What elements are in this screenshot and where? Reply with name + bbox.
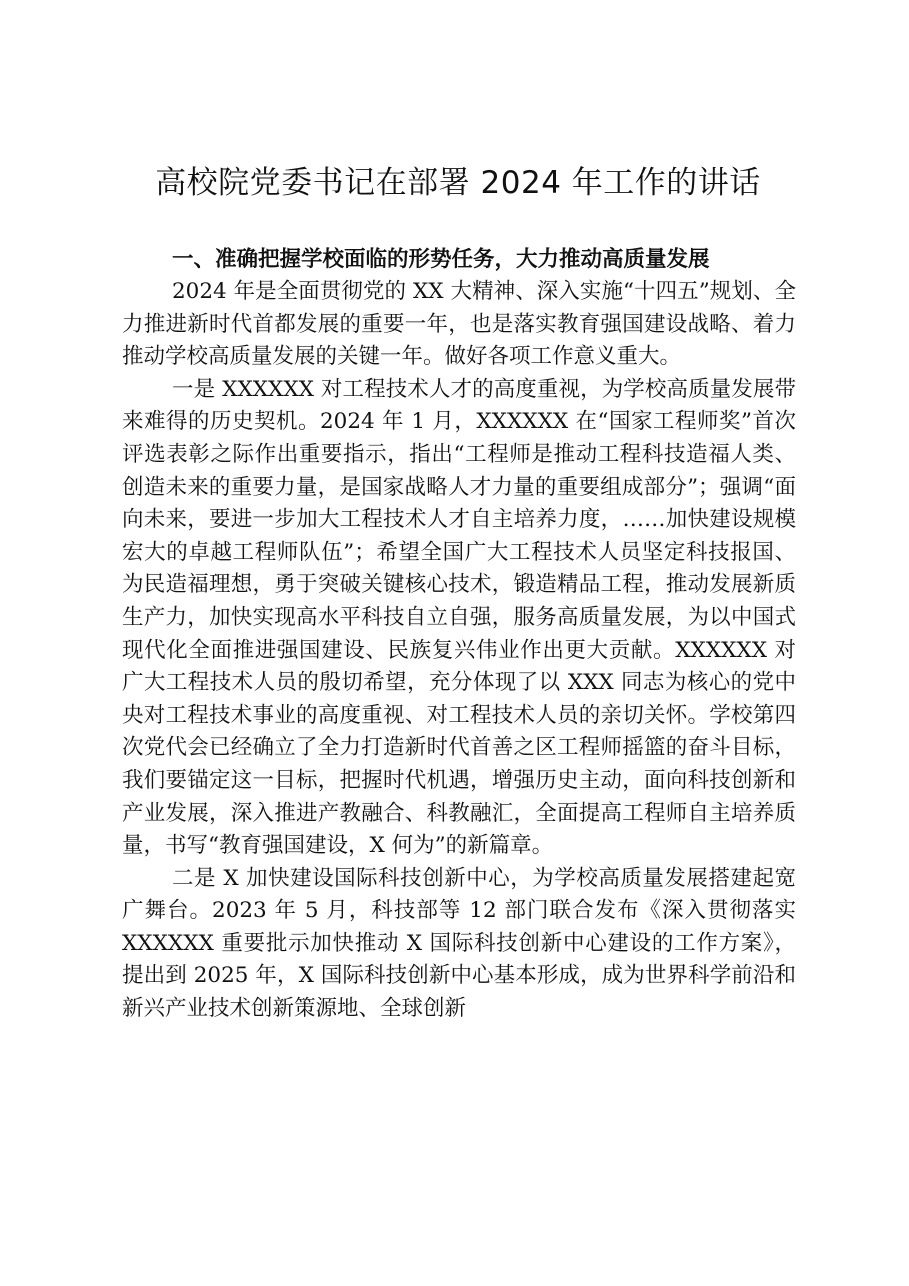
paragraph-intro: 2024 年是全面贯彻党的 XX 大精神、深入实施“十四五”规划、全力推进新时代首都发展的重要一年，也是落实教育强国建设战略、着力推动学校高质量发展的关键一年。做好各项工作意义重大。 <box>122 279 796 370</box>
paragraph-point-two: 二是 X 加快建设国际科技创新中心，为学校高质量发展搭建起宽广舞台。2023 年 5 月，科技部等 12 部门联合发布《深入贯彻落实 XXXXXX 重要批示加快推动 X 国际科技创新中心建设的工作方案》，提出到 2025 年，X 国际科技创新中心基本形成，成为世界科学前沿和新兴产业技术创新策源地、全球创新 <box>122 865 796 1022</box>
document-body <box>122 160 796 1026</box>
paragraph-point-one: 一是 XXXXXX 对工程技术人才的高度重视，为学校高质量发展带来难得的历史契机。2024 年 1 月，XXXXXX 在“国家工程师奖”首次评选表彰之际作出重要指示，指出“工程师是推动工程科技造福人类、创造未来的重要力量，是国家战略人才力量的重要组成部分”；强调“面向未来，要进一步加大工程技术人才自主培养力度，……加快建设规模宏大的卓越工程师队伍”；希望全国广大工程技术人员坚定科技报国、为民造福理想，勇于突破关键核心技术，锻造精品工程，推动发展新质生产力，加快实现高水平科技自立自强，服务高质量发展，为以中国式现代化全面推进强国建设、民族复兴伟业作出更大贡献。XXXXXX 对广大工程技术人员的殷切希望，充分体现了以 XXX 同志为核心的党中央对工程技术事业的高度重视、对工程技术人员的亲切关怀。学校第四次党代会已经确立了全力打造新时代首善之区工程师摇篮的奋斗目标，我们要锚定这一目标，把握时代机遇，增强历史主动，面向科技创新和产业发展，深入推进产教融合、科教融汇，全面提高工程师自主培养质量，书写“教育强国建设，X 何为”的新篇章。 <box>122 376 796 859</box>
section-heading: 一、准确把握学校面临的形势任务，大力推动高质量发展 <box>172 247 710 272</box>
document-title: 高校院党委书记在部署 2024 年工作的讲话 <box>155 165 761 201</box>
